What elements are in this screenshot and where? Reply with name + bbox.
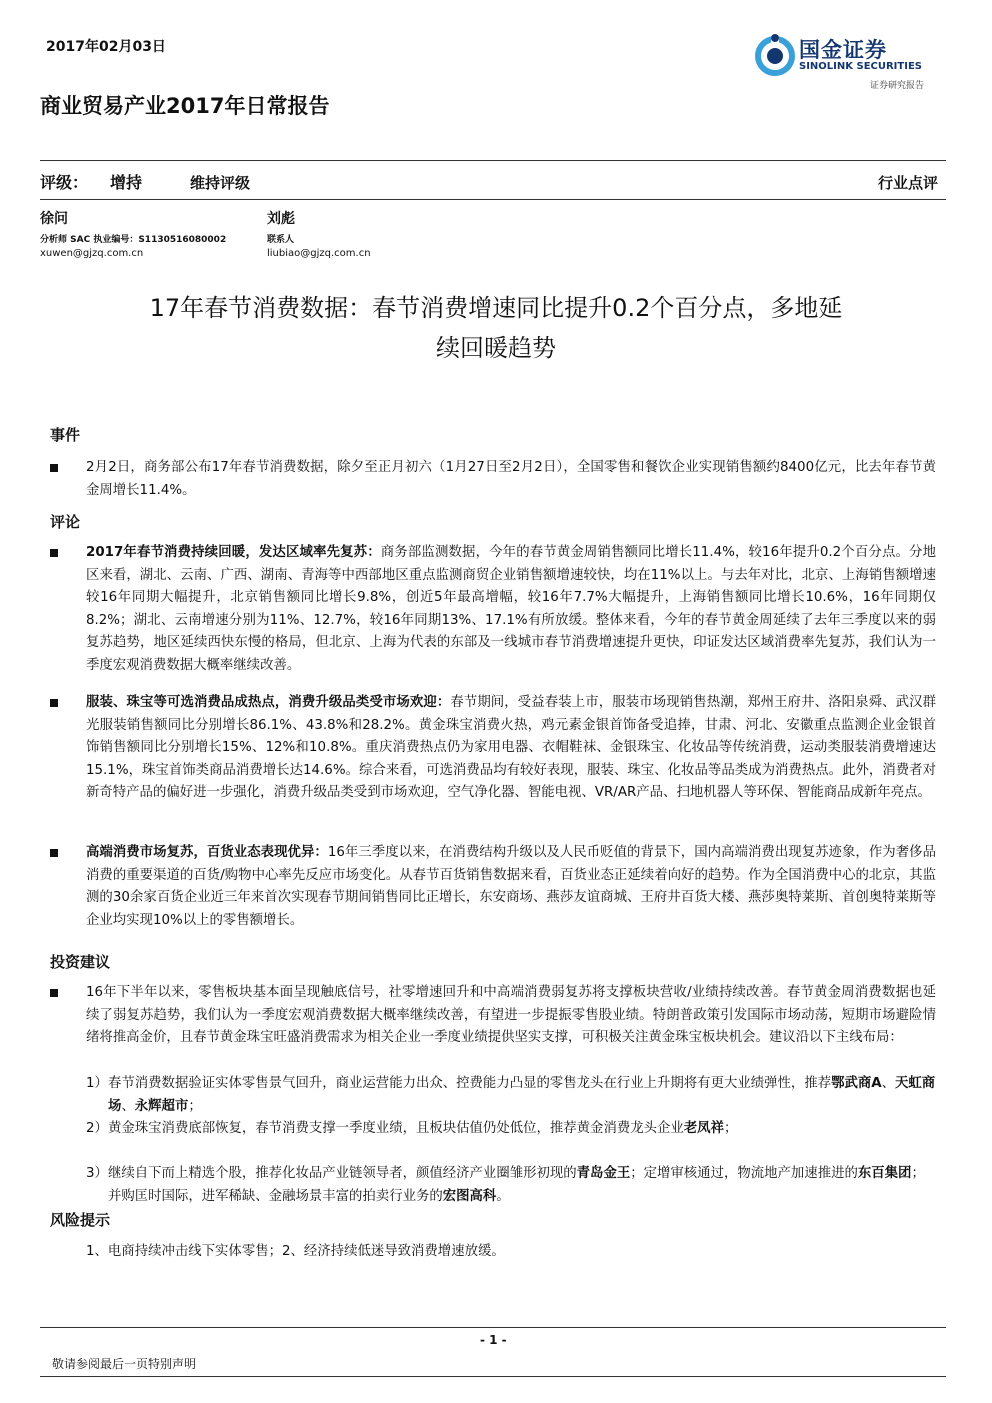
bullet-square-icon (50, 464, 58, 472)
bullet-square-icon (50, 989, 58, 997)
analyst-email: xuwen@gjzq.com.cn (40, 248, 144, 259)
report-date: 2017年02月03日 (46, 39, 166, 55)
stock-name: 宏图高科 (442, 1188, 497, 1204)
analyst-license: 分析师 SAC 执业编号：S1130516080002 (40, 235, 227, 245)
item-number: 3） (86, 1166, 108, 1181)
section-title-comment: 评论 (50, 513, 81, 531)
headline (40, 288, 952, 368)
company-logo (755, 28, 950, 96)
analyst-email: liubiao@gjzq.com.cn (267, 248, 371, 259)
stock-name: 天虹商场 (108, 1076, 936, 1114)
divider (40, 199, 946, 200)
analyst-role: 联系人 (267, 235, 295, 245)
rating-label: 评级： (40, 173, 89, 192)
logo-name-cn: 国金证券 (799, 38, 887, 62)
item-number: 2） (86, 1121, 108, 1136)
bullet-lead: 服装、珠宝等可选消费品成热点，消费升级品类受市场欢迎： (86, 695, 451, 710)
item-text: ；定增审核通过，物流地产加速推进的 (630, 1166, 858, 1181)
footer-divider (40, 1376, 946, 1377)
disclaimer-note: 敬请参阅最后一页特别声明 (52, 1357, 197, 1371)
item-text: 、 (121, 1098, 135, 1114)
bullet-body: 春节期间，受益春装上市，服装市场现销售热潮，郑州王府井、洛阳泉舜、武汉群光服装销售额同比分别增长86.1%、43.8%和28.2%。黄金珠宝消费火热，鸡元素金银首饰备受追捧，甘肃、河北、安徽重点监测企业金银首饰销售额同比分别增长15%、12%和10.8%。重庆消费热点仍为家用电器、衣帽鞋袜、金银珠宝、化妆品等传统消费，运动类服装消费增速达15.1%，珠宝首饰类商品消费增长达14.6%。综合来看，可选消费品均有较好表现，服装、珠宝、化妆品等品类成为消费热点。此外，消费者对新奇特产品的偏好进一步强化，消费升级品类受到市场欢迎，空气净化器、智能电视、VR/AR产品、扫地机器人等环保、智能商品成新年亮点。 (86, 695, 936, 800)
item-text: ； (188, 1098, 202, 1114)
risk-text: 1、电商持续冲击线下实体零售；2、经济持续低迷导致消费增速放缓。 (86, 1244, 505, 1259)
stock-name: 鄂武商A (831, 1076, 882, 1091)
advice-item (86, 1118, 936, 1141)
footer-divider (40, 1327, 946, 1328)
item-number: 1） (86, 1076, 108, 1091)
item-text: 黄金珠宝消费底部恢复，春节消费支撑一季度业绩，且板块估值仍处低位，推荐黄金消费龙头企业 (108, 1121, 684, 1136)
section-title-advice: 投资建议 (50, 953, 111, 971)
section-title-event: 事件 (50, 426, 81, 444)
bullet-square-icon (50, 549, 58, 557)
comment-bullet (50, 842, 936, 932)
stock-name: 东百集团 (857, 1166, 912, 1181)
bullet-lead: 高端消费市场复苏，百货业态表现优异： (86, 845, 328, 860)
comment-bullet (50, 542, 936, 677)
bullet-text: 2月2日，商务部公布17年春节消费数据，除夕至正月初六（1月27日至2月2日），全国零售和餐饮企业实现销售额约8400亿元，比去年春节黄金周增长11.4%。 (86, 460, 936, 498)
stock-name: 永辉超市 (134, 1098, 189, 1114)
headline-line: 续回暖趋势 (436, 334, 556, 362)
item-text: 。 (496, 1188, 510, 1204)
item-text: 继续自下而上精选个股，推荐化妆品产业链领导者，颜值经济产业圈雏形初现的 (108, 1166, 577, 1181)
bullet-body: 商务部监测数据，今年的春节黄金周销售额同比增长11.4%，较16年提升0.2个百分点。分地区来看，湖北、云南、广西、湖南、青海等中西部地区重点监测商贸企业销售额增速较快，均在11%以上。与去年对比，北京、上海销售额增速较16年同期大幅提升，北京销售额同比增长9.8%，创近5年最高增幅，较16年7.7%大幅提升，上海销售额同比增长10.6%，16年同期仅8.2%；湖北、云南增速分别为11%、12.7%，较16年同期13%、17.1%有所放缓。整体来看，今年的春节黄金周延续了去年三季度以来的弱复苏趋势，地区延续西快东慢的格局，但北京、上海为代表的东部及一线城市春节消费增速提升更快，印证发达区域消费率先复苏，我们认为一季度宏观消费数据大概率继续改善。 (86, 545, 936, 673)
analyst-name: 徐问 (40, 211, 68, 227)
advice-item (86, 1073, 936, 1118)
page-number: - 1 - (480, 1333, 507, 1347)
item-text: ；并购匡时国际，进军稀缺、金融场景丰富的拍卖行业务的 (108, 1166, 925, 1204)
divider (40, 160, 946, 161)
section-title-risk: 风险提示 (50, 1211, 111, 1229)
logo-name-en: SINOLINK SECURITIES (799, 61, 922, 72)
rating-value: 增持 (110, 173, 143, 192)
advice-bullet (50, 982, 936, 1050)
analyst-card (267, 208, 371, 259)
advice-item (86, 1163, 936, 1208)
logo-subtitle: 证券研究报告 (870, 81, 925, 91)
bullet-square-icon (50, 699, 58, 707)
bullet-text: 16年下半年以来，零售板块基本面呈现触底信号，社零增速回升和中高端消费弱复苏将支撑板块营收/业绩持续改善。春节黄金周消费数据也延续了弱复苏趋势，我们认为一季度宏观消费数据大概率继续改善，有望进一步提振零售股业绩。特朗普政策引发国际市场动荡，短期市场避险情绪将推高金价，且春节黄金珠宝旺盛消费需求为相关企业一季度业绩提供坚实支撑，可积极关注黄金珠宝板块机会。建议沿以下主线布局： (86, 985, 936, 1045)
item-text: 春节消费数据验证实体零售景气回升，商业运营能力出众、控费能力凸显的零售龙头在行业上升期将有更大业绩弹性，推荐 (108, 1076, 832, 1091)
item-text: ； (723, 1121, 738, 1136)
bullet-square-icon (50, 849, 58, 857)
sinolink-logo-icon (755, 32, 795, 76)
stock-name: 青岛金王 (576, 1166, 631, 1181)
rating-maintain: 维持评级 (190, 174, 251, 192)
bullet-lead: 2017年春节消费持续回暖，发达区域率先复苏： (86, 545, 381, 560)
item-text: 、 (881, 1076, 896, 1091)
report-title: 商业贸易产业2017年日常报告 (40, 94, 330, 118)
bullet-body: 16年三季度以来，在消费结构升级以及人民币贬值的背景下，国内高端消费出现复苏迹象，作为奢侈品消费的重要渠道的百货/购物中心率先反应市场变化。从春节百货销售数据来看，百货业态正延续着向好的趋势。作为全国消费中心的北京，其监测的30余家百货企业近三年来首次实现春节期间销售同比正增长，东安商场、燕莎友谊商城、王府井百货大楼、燕莎奥特莱斯、首创奥特莱斯等企业均实现10%以上的零售额增长。 (86, 845, 936, 928)
analyst-card (40, 208, 226, 259)
event-bullet (50, 457, 936, 502)
stock-name: 老凤祥 (683, 1121, 724, 1136)
rating-row (40, 170, 946, 196)
analyst-name: 刘彪 (267, 211, 295, 227)
report-category: 行业点评 (877, 174, 938, 192)
comment-bullet (50, 692, 936, 805)
headline-line: 17年春节消费数据：春节消费增速同比提升0.2个百分点，多地延 (149, 294, 843, 322)
